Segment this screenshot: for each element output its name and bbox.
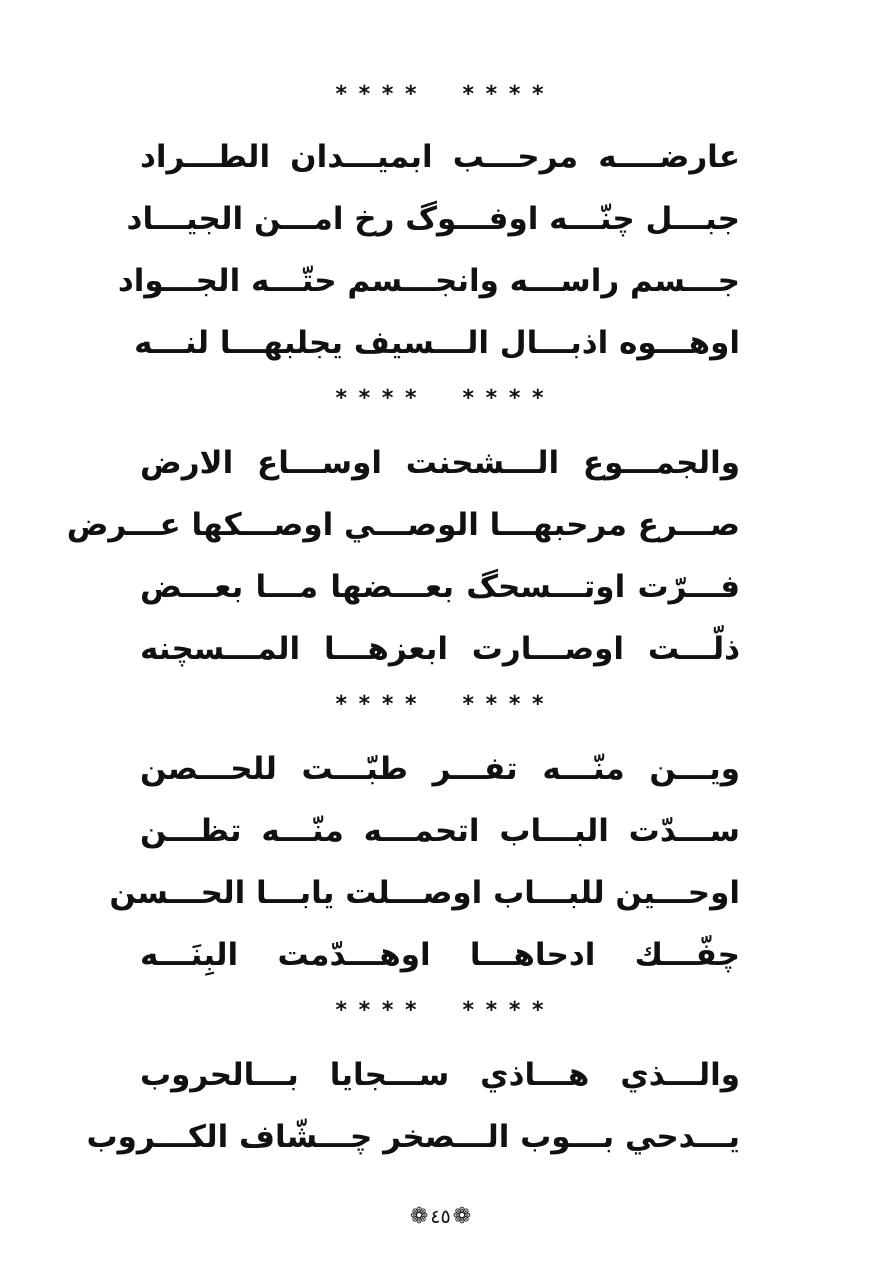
ornament-right-icon: ❁: [452, 1203, 472, 1229]
verse-line: اوحـــين للبـــاب اوصـــلت يابـــا الحـــسن: [109, 875, 740, 911]
separator-stars-right: * * * *: [462, 386, 546, 411]
page-number: [0, 1195, 881, 1235]
page-number-value: ٤٥: [430, 1205, 451, 1228]
separator-stars-right: * * * *: [462, 692, 546, 717]
verse-line: چفّـــك ادحاهـــا اوهـــدّمت البِنَـــه: [140, 937, 740, 973]
stanza-separator: [0, 384, 881, 414]
separator-stars-right: * * * *: [462, 82, 546, 107]
verse-line: ويـــن منّـــه تفـــر طبّـــت للحـــصن: [140, 751, 740, 787]
verse-line: ذلّـــت اوصـــارت ابعزهـــا المـــسچنه: [140, 631, 740, 667]
stanza-separator: [0, 996, 881, 1026]
verse-line: فـــرّت اوتـــسحگ بعـــضها مـــا بعـــض: [140, 569, 740, 605]
verse-line: اوهـــوه اذبـــال الـــسيف يجلبهـــا لنـــه: [134, 325, 740, 361]
separator-stars-left: * * * *: [335, 998, 419, 1023]
verse-line: صـــرع مرحبهـــا الوصـــي اوصـــكها عـــرض: [66, 507, 740, 543]
verse-line: والـــذي هـــاذي ســـجايا بـــالحروب: [140, 1057, 740, 1093]
verse-line: والجمـــوع الـــشحنت اوســـاع الارض: [140, 445, 740, 481]
stanza-separator: [0, 80, 881, 110]
separator-stars-left: * * * *: [335, 386, 419, 411]
stanza-separator: [0, 690, 881, 720]
separator-stars-right: * * * *: [462, 998, 546, 1023]
verse-line: يـــدحي بـــوب الـــصخر چـــشّاف الكـــروب: [86, 1119, 740, 1155]
separator-stars-left: * * * *: [335, 82, 419, 107]
verse-line: جبـــل چنّـــه اوفـــوگ رخ امـــن الجيـــاد: [126, 201, 740, 237]
verse-line: ســـدّت البـــاب اتحمـــه منّـــه تظـــن: [140, 813, 740, 849]
verse-line: جـــسم راســـه وانجـــسم حتّـــه الجـــواد: [117, 263, 740, 299]
separator-stars-left: * * * *: [335, 692, 419, 717]
verse-line: عارضــــه مرحـــب ابميـــدان الطـــراد: [140, 139, 740, 175]
ornament-left-icon: ❁: [409, 1203, 429, 1229]
